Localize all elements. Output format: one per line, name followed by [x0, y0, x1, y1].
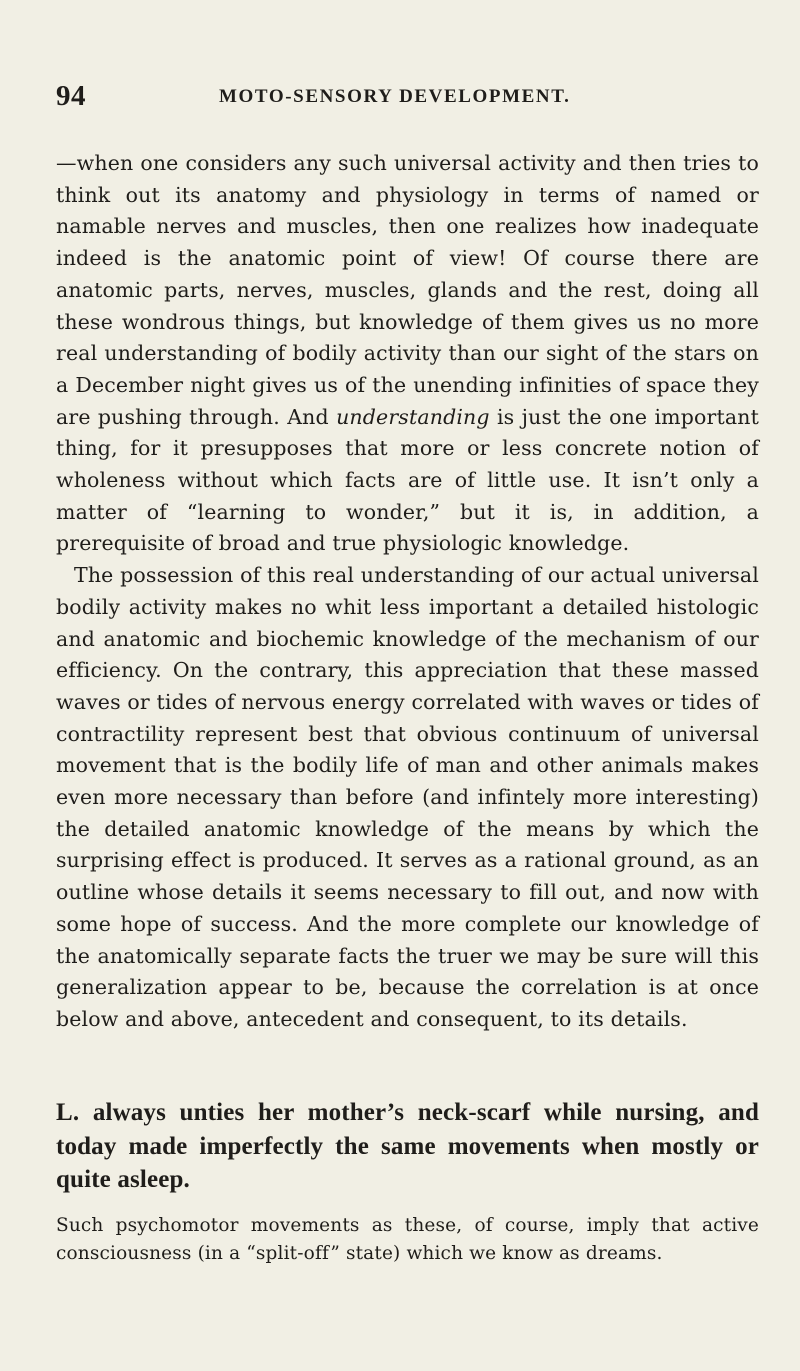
page-number: 94 — [56, 80, 86, 112]
italic-understanding: understanding — [336, 404, 490, 429]
page-header — [56, 82, 756, 112]
running-head: MOTO-SENSORY DEVELOPMENT. — [219, 86, 571, 107]
paragraph-1 — [56, 148, 759, 560]
paragraph-2: The possession of this real understanding of our actual universal bodily activity makes no whit less important a detailed histologic and anatomic and biochemic knowledge of the mechanism of our efficiency. On the contrary, this appreciation that these massed waves or tides of nervous energy correlated with waves or tides of contractility represent best that obvious continuum of universal movement that is the bodily life of man and other animals makes even more necessary than before (and infintely more interesting) the detailed anatomic knowledge of the means by which the surprising effect is produced. It serves as a rational ground, as an outline whose details it seems necessary to fill out, and now with some hope of success. And the more complete our knowledge of the anatomically separate facts the truer we may be sure will this generalization appear to be, because the correlation is at once below and above, antecedent and consequent, to its details. — [56, 563, 759, 1031]
paragraph-1-before-emphasis: —when one considers any such universal activity and then tries to think out its anatomy and physiology in terms of named or namable nerves and muscles, then one realizes how inadequate indeed is the anatomic point of view! Of course there are anatomic parts, nerves, muscles, glands and the rest, doing all these wondrous things, but knowledge of them gives us no more real understanding of bodily activity than our sight of the stars on a December night gives us of the unending infinities of space they are pushing through. And — [56, 151, 759, 429]
closing-paragraph: Such psychomotor movements as these, of course, imply that active consciousness (in a “split-off” state) which we know as dreams. — [56, 1215, 759, 1265]
main-text — [56, 148, 759, 1036]
case-note-heading: L. always unties her mother’s neck-scarf while nursing, and today made imperfectly the same movements when mostly or quite asleep. — [56, 1099, 759, 1193]
paragraph-1-after-emphasis: is just the one important thing, for it presupposes that more or less concrete notion of wholeness without which facts are of little use. It isn’t only a matter of “learning to wonder,” but it is, in addition, a prerequisite of broad and true physiologic knowledge. — [56, 404, 759, 556]
